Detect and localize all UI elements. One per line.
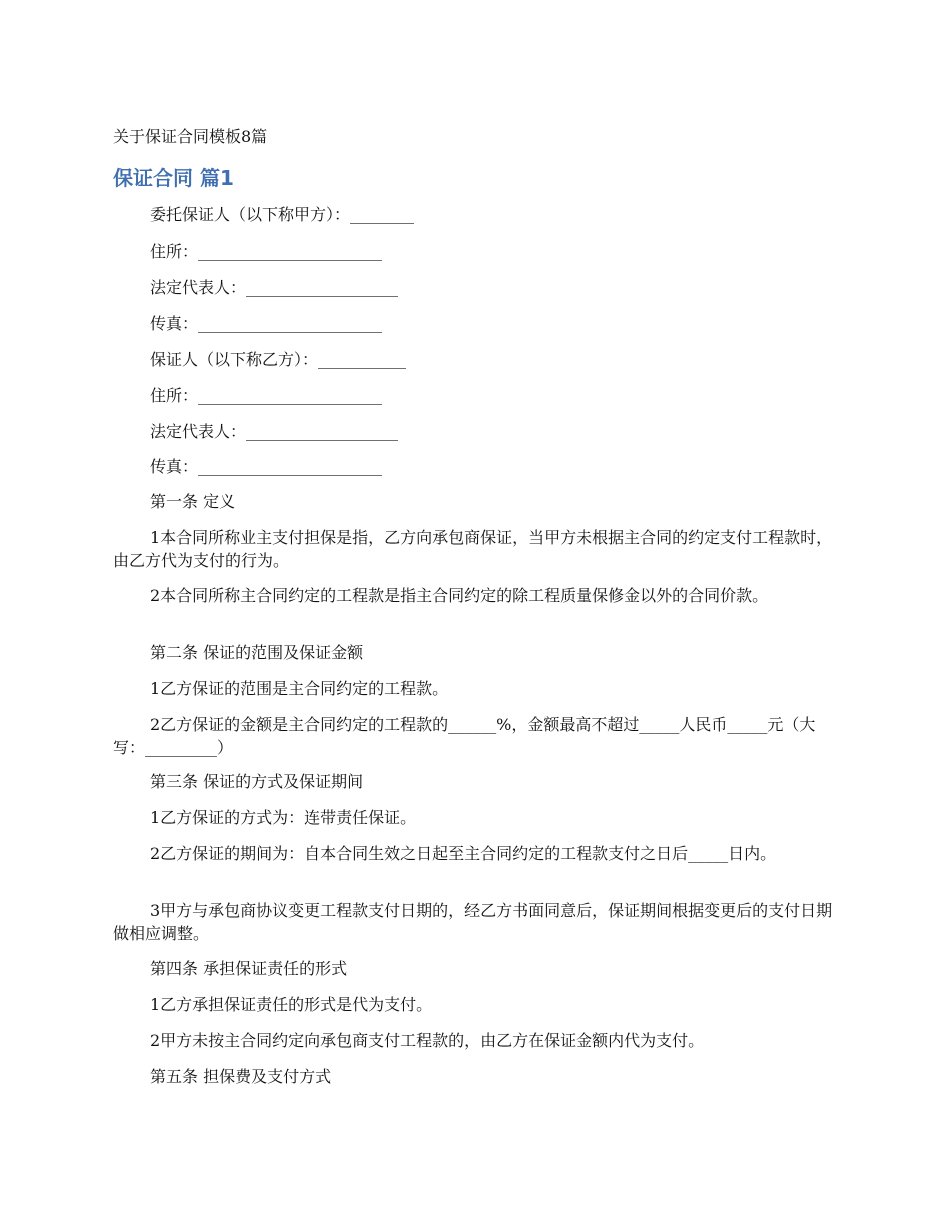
article-3-clause-2: 2乙方保证的期间为：自本合同生效之日起至主合同约定的工程款支付之日后_____日内。 <box>150 844 777 863</box>
article-2-heading: 第二条 保证的范围及保证金额 <box>150 643 364 662</box>
party-a-address: 住所：_______________________ <box>150 242 383 261</box>
article-2-clause-2: 2乙方保证的金额是主合同约定的工程款的______%，金额最高不超过_____人民币_____元（大写：_________） <box>113 715 816 757</box>
party-b-representative: 法定代表人：___________________ <box>150 422 399 441</box>
party-b-address: 住所：_______________________ <box>150 386 383 405</box>
party-b-name: 保证人（以下称乙方）：___________ <box>150 350 407 369</box>
article-1-heading: 第一条 定义 <box>150 492 236 511</box>
party-a-representative: 法定代表人：___________________ <box>150 278 399 297</box>
section-heading: 保证合同 篇1 <box>113 166 234 190</box>
article-3-clause-1: 1乙方保证的方式为：连带责任保证。 <box>150 808 417 827</box>
party-b-fax: 传真：_______________________ <box>150 457 383 476</box>
article-1-clause-1: 1本合同所称业主支付担保是指，乙方向承包商保证，当甲方未根据主合同的约定支付工程款时，由乙方代为支付的行为。 <box>113 528 833 570</box>
article-1-clause-2: 2本合同所称主合同约定的工程款是指主合同约定的除工程质量保修金以外的合同价款。 <box>150 586 769 605</box>
party-a-fax: 传真：_______________________ <box>150 314 383 333</box>
article-4-clause-2: 2甲方未按主合同约定向承包商支付工程款的，由乙方在保证金额内代为支付。 <box>150 1031 705 1050</box>
article-4-clause-1: 1乙方承担保证责任的形式是代为支付。 <box>150 995 433 1014</box>
article-5-heading: 第五条 担保费及支付方式 <box>150 1067 332 1086</box>
document-title: 关于保证合同模板8篇 <box>113 127 268 146</box>
article-2-clause-1: 1乙方保证的范围是主合同约定的工程款。 <box>150 679 449 698</box>
article-3-heading: 第三条 保证的方式及保证期间 <box>150 772 364 791</box>
article-4-heading: 第四条 承担保证责任的形式 <box>150 959 348 978</box>
party-a-name: 委托保证人（以下称甲方）：________ <box>150 205 415 224</box>
article-3-clause-3: 3甲方与承包商协议变更工程款支付日期的，经乙方书面同意后，保证期间根据变更后的支付日期做相应调整。 <box>113 901 833 943</box>
